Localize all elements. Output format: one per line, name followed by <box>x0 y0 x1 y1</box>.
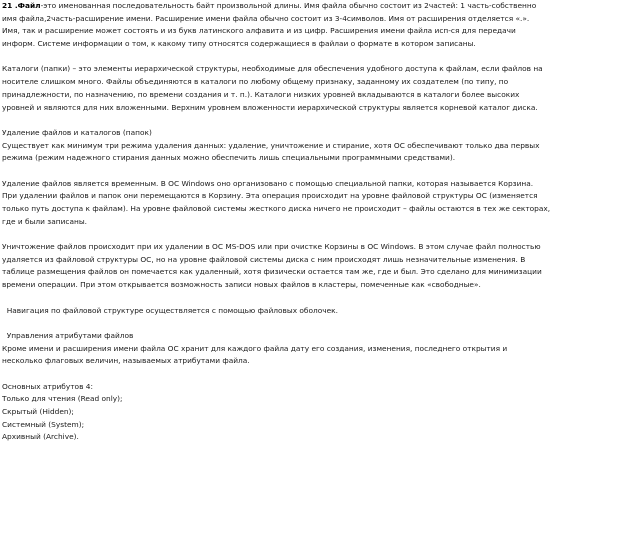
text-line: удаляется из файловой структуры ОС, но на уровне файловой системы диска с ним происходят лишь незначительные изменения. В <box>2 254 526 264</box>
text-line: Уничтожение файлов происходит при их удалении в ОС MS-DOS или при очистке Корзины в ОС Windows. В этом случае файл полностью <box>2 242 541 252</box>
text-line: только путь доступа к файлам). На уровне файловой системы жесткого диска ничего не происходит – файлы остаются в тех же секторах, <box>2 204 551 213</box>
text-line: уровней и являются для них вложенными. Верхним уровнем вложенности иерархической структуры является корневой каталог диска. <box>2 102 538 112</box>
text-line: -это именованная последовательность байт произвольной длины. Имя файла обычно состоит из 2частей: 1 часть-собственно <box>40 1 537 10</box>
section-title: Основных атрибутов 4: <box>2 381 93 391</box>
list-item: Только для чтения (Read only); <box>2 394 123 404</box>
text-line: таблице размещения файлов он помечается как удаленный, хотя физически остается там же, где и был. Это сделано для минимизации <box>2 267 542 277</box>
section-title: Удаление файлов и каталогов (папок) <box>2 127 152 137</box>
paragraph-spacer <box>2 292 620 305</box>
list-item: Архивный (Archive). <box>2 432 79 442</box>
text-line: имя файла,2часть-расширение имени. Расширение имени файла обычно состоит из 3-4символов. Имя от расширения отделяется «.». <box>2 13 530 23</box>
paragraph-spacer <box>2 114 620 127</box>
paragraph-spacer <box>2 228 620 241</box>
text-line: режима (режим надежного стирания данных можно обеспечить лишь специальными программными средствами). <box>2 153 456 163</box>
text-line: несколько флаговых величин, называемых атрибутами файла. <box>2 356 250 366</box>
paragraph-spacer <box>2 368 620 381</box>
text-line: Каталоги (папки) – это элементы иерархической структуры, необходимые для обеспечения удобного доступа к файлам, если файлов на <box>2 64 543 74</box>
text-line: Удаление файлов является временным. В ОС Windows оно организовано с помощью специальной папки, которая называется Корзина. <box>2 178 534 188</box>
file-heading: 21 .Файл <box>2 1 41 10</box>
list-item: Системный (System); <box>2 419 85 429</box>
text-line: времени операции. При этом открывается возможность записи новых файлов в кластеры, помеченные как «свободные». <box>2 280 481 290</box>
text-line: При удалении файлов и папок они перемещаются в Корзину. Эта операция происходит на уровне файловой структуры ОС (изменяется <box>2 191 538 201</box>
paragraph-spacer <box>2 165 620 178</box>
paragraph-spacer <box>2 51 620 64</box>
text-line: информ. Системе информации о том, к какому типу относятся содержащиеся в файлаи о формате в котором записаны. <box>2 39 476 49</box>
text-line: Имя, так и расширение может состоять и из букв латинского алфавита и из цифр. Расширения имени файла исп-ся для передачи <box>2 26 516 36</box>
text-line: носителе слишком много. Файлы объединяются в каталоги по любому общему признаку, заданному их создателем (по типу, по <box>2 77 509 87</box>
text-line: Навигация по файловой структуре осуществляется с помощью файловых оболочек. <box>2 305 338 315</box>
list-item: Скрытый (Hidden); <box>2 407 74 416</box>
paragraph-file-definition-line <box>2 0 620 13</box>
text-line: принадлежности, по назначению, по времени создания и т. п.). Каталоги низких уровней вкладываются в каталоги более высоких <box>2 89 520 99</box>
section-title: Управления атрибутами файлов <box>2 330 134 340</box>
text-line: где и были записаны. <box>2 216 88 226</box>
text-line: Существует как минимум три режима удаления данных: удаление, уничтожение и стирание, хотя ОС обеспечивают только два первых <box>2 140 540 150</box>
text-line: Кроме имени и расширения имени файла ОС хранит для каждого файла дату его создания, изменения, последнего открытия и <box>2 343 508 353</box>
paragraph-spacer <box>2 317 620 330</box>
